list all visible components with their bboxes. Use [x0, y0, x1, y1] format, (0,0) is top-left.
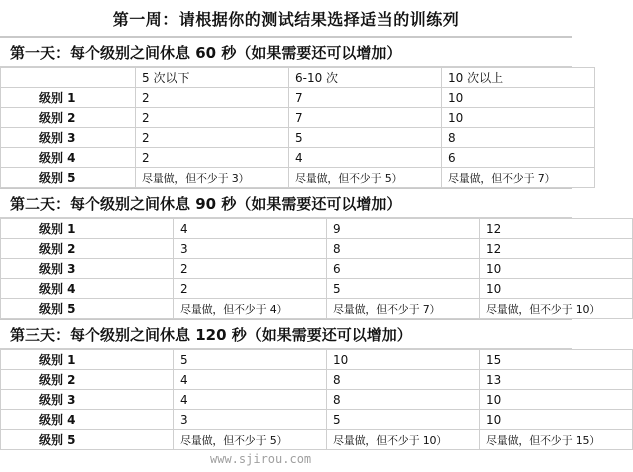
day-title-3: 第三天：每个级别之间休息 120 秒（如果需要还可以增加）	[0, 320, 572, 349]
table-cell: 10	[480, 390, 633, 410]
table-cell: 4	[174, 390, 327, 410]
table-cell: 5	[327, 279, 480, 299]
table-cell: 8	[327, 370, 480, 390]
table-cell: 尽量做，但不少于 10）	[327, 430, 480, 450]
header-col-3: 10 次以上	[442, 68, 595, 88]
training-table-day-2	[0, 218, 633, 319]
table-cell: 10	[480, 410, 633, 430]
day-title-2: 第二天：每个级别之间休息 90 秒（如果需要还可以增加）	[0, 189, 572, 218]
table-cell: 2	[174, 279, 327, 299]
table-cell: 10	[442, 108, 595, 128]
table-cell: 7	[289, 108, 442, 128]
table-cell: 尽量做，但不少于 10）	[480, 299, 633, 319]
table-cell: 8	[442, 128, 595, 148]
table-row	[1, 299, 633, 319]
level-label: 级别 1	[1, 350, 174, 370]
level-label: 级别 5	[1, 168, 136, 188]
table-cell: 3	[174, 239, 327, 259]
table-cell: 尽量做，但不少于 3）	[136, 168, 289, 188]
table-cell: 13	[480, 370, 633, 390]
table-cell: 2	[174, 259, 327, 279]
table-cell: 10	[442, 88, 595, 108]
header-col-2: 6-10 次	[289, 68, 442, 88]
table-row	[1, 350, 633, 370]
table-row	[1, 430, 633, 450]
level-label: 级别 4	[1, 410, 174, 430]
table-row	[1, 148, 595, 168]
table-cell: 10	[480, 259, 633, 279]
table-cell: 尽量做，但不少于 5）	[174, 430, 327, 450]
level-label: 级别 3	[1, 259, 174, 279]
table-cell: 4	[174, 370, 327, 390]
day-section-2	[0, 188, 601, 319]
level-label: 级别 1	[1, 219, 174, 239]
level-label: 级别 2	[1, 108, 136, 128]
table-cell: 8	[327, 239, 480, 259]
table-cell: 8	[327, 390, 480, 410]
table-cell: 6	[442, 148, 595, 168]
table-cell: 5	[327, 410, 480, 430]
level-label: 级别 4	[1, 148, 136, 168]
table-row	[1, 88, 595, 108]
table-row	[1, 390, 633, 410]
header-empty-cell	[1, 68, 136, 88]
table-cell: 4	[174, 219, 327, 239]
level-label: 级别 1	[1, 88, 136, 108]
level-label: 级别 3	[1, 390, 174, 410]
table-header-row	[1, 68, 595, 88]
level-label: 级别 4	[1, 279, 174, 299]
table-cell: 尽量做，但不少于 4）	[174, 299, 327, 319]
table-row	[1, 108, 595, 128]
training-table-day-1	[0, 67, 595, 188]
table-cell: 5	[174, 350, 327, 370]
level-label: 级别 5	[1, 430, 174, 450]
table-row	[1, 168, 595, 188]
page-title: 第一周：请根据你的测试结果选择适当的训练列	[0, 0, 572, 37]
table-row	[1, 128, 595, 148]
training-table-day-3	[0, 349, 633, 450]
table-cell: 5	[289, 128, 442, 148]
table-cell: 2	[136, 88, 289, 108]
level-label: 级别 2	[1, 239, 174, 259]
table-row	[1, 410, 633, 430]
level-label: 级别 5	[1, 299, 174, 319]
table-cell: 12	[480, 239, 633, 259]
watermark-text: www.sjirou.com	[210, 452, 312, 466]
table-cell: 15	[480, 350, 633, 370]
day-title-1: 第一天：每个级别之间休息 60 秒（如果需要还可以增加）	[0, 38, 572, 67]
table-row	[1, 219, 633, 239]
level-label: 级别 3	[1, 128, 136, 148]
table-cell: 2	[136, 148, 289, 168]
level-label: 级别 2	[1, 370, 174, 390]
table-cell: 6	[327, 259, 480, 279]
table-cell: 4	[289, 148, 442, 168]
table-row	[1, 239, 633, 259]
table-cell: 7	[289, 88, 442, 108]
day-section-1	[0, 37, 572, 188]
header-col-1: 5 次以下	[136, 68, 289, 88]
day-section-3	[0, 319, 601, 450]
table-cell: 10	[480, 279, 633, 299]
table-cell: 9	[327, 219, 480, 239]
table-row	[1, 279, 633, 299]
table-cell: 2	[136, 128, 289, 148]
table-cell: 尽量做，但不少于 7）	[442, 168, 595, 188]
table-cell: 2	[136, 108, 289, 128]
table-cell: 12	[480, 219, 633, 239]
table-cell: 3	[174, 410, 327, 430]
table-cell: 10	[327, 350, 480, 370]
table-cell: 尽量做，但不少于 5）	[289, 168, 442, 188]
table-row	[1, 259, 633, 279]
table-row	[1, 370, 633, 390]
table-cell: 尽量做，但不少于 15）	[480, 430, 633, 450]
table-cell: 尽量做，但不少于 7）	[327, 299, 480, 319]
